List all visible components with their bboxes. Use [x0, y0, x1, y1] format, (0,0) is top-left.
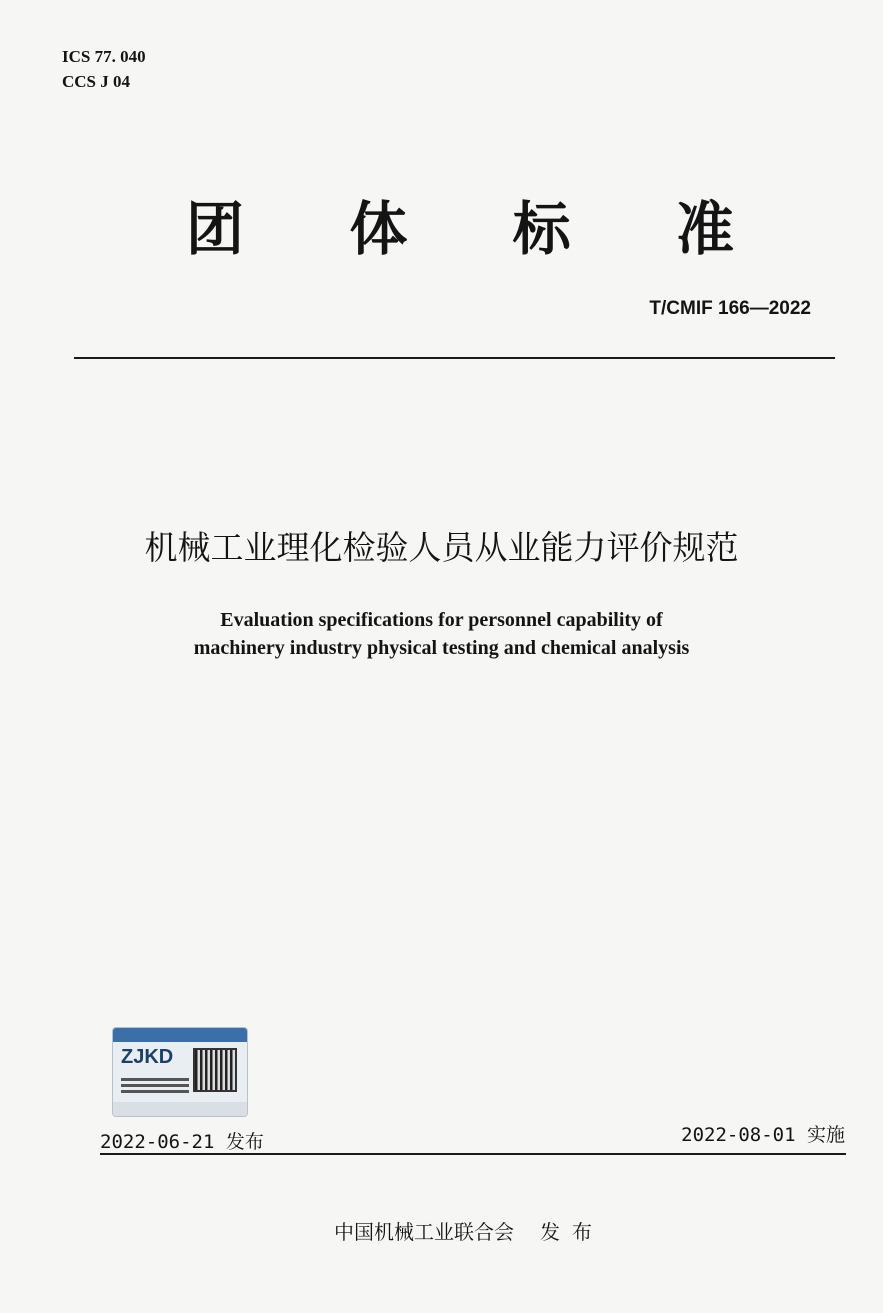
label-text-lines	[121, 1078, 189, 1096]
standard-type-char: 团	[185, 195, 244, 263]
title-english	[0, 606, 883, 662]
label-banner	[113, 1028, 247, 1042]
title-english-line: machinery industry physical testing and chemical analysis	[193, 637, 690, 659]
bottom-divider	[100, 1153, 846, 1155]
qr-code-icon	[193, 1048, 237, 1092]
standard-number: T/CMIF 166—2022	[649, 298, 811, 319]
issuer	[334, 1216, 604, 1245]
implementation-date: 2022-08-01 实施	[681, 1124, 845, 1146]
title-english-line: Evaluation specifications for personnel capability of	[220, 609, 663, 631]
issuer-action: 发布	[540, 1220, 604, 1244]
publish-date: 2022-06-21 发布	[100, 1131, 264, 1153]
title-chinese: 机械工业理化检验人员从业能力评价规范	[144, 528, 739, 567]
ics-code: ICS 77. 040	[62, 47, 146, 66]
standard-type-heading	[180, 182, 740, 266]
standard-type-char: 标	[512, 195, 571, 263]
standard-type-char: 体	[349, 195, 408, 263]
ccs-code: CCS J 04	[62, 72, 131, 91]
issuer-organization: 中国机械工业联合会	[334, 1220, 514, 1244]
top-divider	[74, 357, 835, 359]
anti-counterfeit-label	[112, 1027, 248, 1117]
label-footer	[113, 1102, 247, 1116]
classification-codes	[62, 44, 146, 94]
zjkd-logo: ZJKD	[121, 1046, 174, 1068]
standard-type-char: 准	[675, 195, 734, 263]
